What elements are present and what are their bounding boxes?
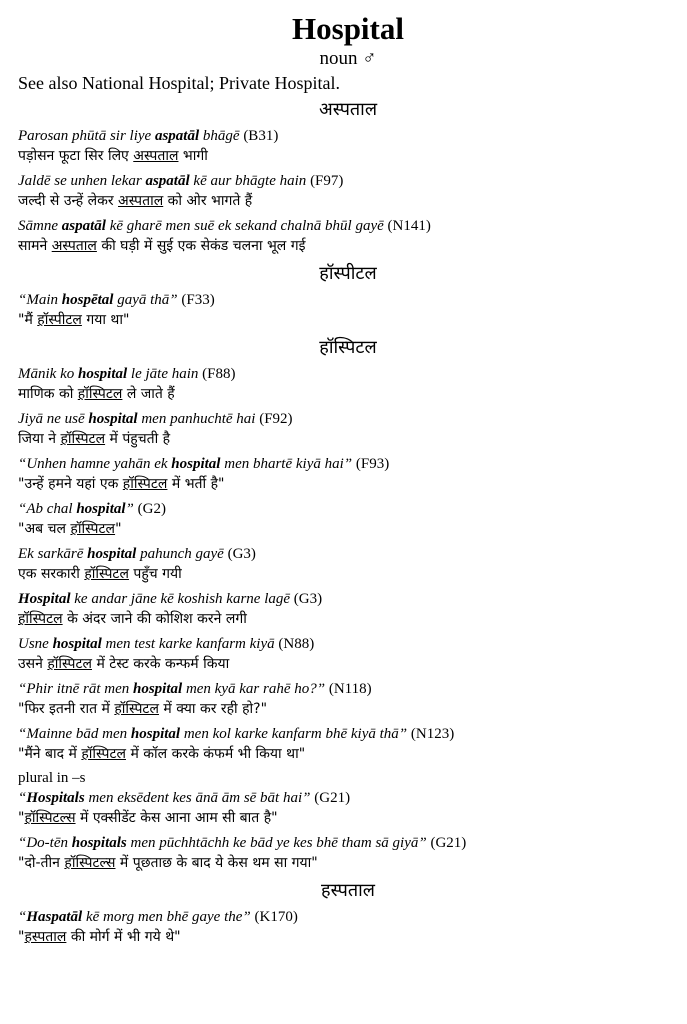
translit-pre: Jiyā ne usē	[18, 411, 89, 427]
translit-keyword: aspatāl	[154, 128, 200, 144]
hindi-line	[18, 236, 678, 257]
dictionary-page	[18, 10, 678, 952]
translit-post: ke andar jāne kē koshish karne lagē	[70, 591, 291, 607]
transliteration-line	[18, 126, 678, 146]
hindi-keyword: हॉस्पिटल	[60, 431, 106, 447]
hindi-keyword: हस्पताल	[24, 929, 67, 945]
citation: (F33)	[181, 292, 215, 308]
section-heading: हॉस्पिटल	[319, 337, 377, 358]
hindi-pre: "दो-तीन	[18, 855, 65, 871]
hindi-line	[18, 474, 678, 495]
transliteration-line	[18, 589, 678, 609]
translit-post: ”	[125, 501, 134, 517]
example-entry	[18, 454, 678, 495]
hindi-post: में एक्सीडेंट केस आना आम सी बात है"	[75, 810, 278, 826]
hindi-pre: सामने	[18, 238, 52, 254]
citation: (N118)	[328, 681, 372, 697]
see-also: See also National Hospital; Private Hospital.	[18, 73, 340, 93]
example-entry	[18, 724, 678, 765]
hindi-line	[18, 310, 678, 331]
translit-post: men bhartē kiyā hai”	[220, 456, 353, 472]
translit-pre: “	[18, 909, 27, 925]
hindi-keyword: हॉस्पिटल	[122, 476, 168, 492]
hindi-line	[18, 853, 678, 874]
hindi-line	[18, 519, 678, 540]
hindi-pre: "मैंने बाद में	[18, 746, 82, 762]
translit-pre: “Unhen hamne yahān ek	[18, 456, 172, 472]
translit-post: men kol karke kanfarm bhē kiyā thā”	[180, 726, 408, 742]
hindi-pre: एक सरकारी	[18, 566, 85, 582]
citation: (G3)	[293, 591, 323, 607]
translit-pre: “	[18, 790, 27, 806]
part-of-speech: noun ♂	[319, 48, 377, 69]
translit-post: le jāte hain	[127, 366, 199, 382]
hindi-post: में कॉल करके कंफर्म भी किया था"	[126, 746, 306, 762]
hindi-pre: माणिक को	[18, 386, 78, 402]
transliteration-line	[18, 634, 678, 654]
hindi-line	[18, 654, 678, 675]
hindi-post: पहुँच गयी	[128, 566, 182, 582]
hindi-keyword: हॉस्पिटल्स	[24, 810, 76, 826]
hindi-post: "	[115, 521, 122, 537]
citation: (F92)	[259, 411, 293, 427]
translit-pre: Usne	[18, 636, 53, 652]
hindi-post: ले जाते हैं	[122, 386, 175, 402]
citation: (G21)	[314, 790, 351, 806]
transliteration-line	[18, 454, 678, 474]
section-heading: हॉस्पीटल	[319, 263, 377, 284]
example-entry	[18, 788, 678, 829]
translit-pre: “Main	[18, 292, 62, 308]
hindi-post: गया था"	[81, 312, 130, 328]
hindi-pre: "फिर इतनी रात में	[18, 701, 115, 717]
translit-keyword: hospital	[171, 456, 221, 472]
translit-keyword: aspatāl	[61, 218, 106, 234]
transliteration-line	[18, 833, 678, 853]
translit-keyword: hospital	[88, 411, 138, 427]
translit-keyword: hospital	[133, 681, 183, 697]
translit-keyword: hospital	[76, 501, 126, 517]
example-entry	[18, 364, 678, 405]
translit-post: men kyā kar rahē ho?”	[182, 681, 326, 697]
hindi-keyword: हॉस्पिटल	[84, 566, 129, 582]
hindi-pre: "	[18, 929, 25, 945]
translit-keyword: Hospital	[18, 591, 71, 607]
translit-pre: Ek sarkārē	[18, 546, 88, 562]
section-heading: हस्पताल	[321, 880, 375, 901]
hindi-post: में टेस्ट करके कन्फर्म किया	[92, 656, 230, 672]
translit-post: men panhuchtē hai	[137, 411, 256, 427]
translit-keyword: hospital	[87, 546, 137, 562]
hindi-keyword: अस्पताल	[133, 148, 179, 164]
hindi-pre: जिया ने	[18, 431, 61, 447]
translit-keyword: aspatāl	[145, 173, 190, 189]
hindi-line	[18, 384, 678, 405]
translit-pre: Mānik ko	[18, 366, 78, 382]
hindi-line	[18, 429, 678, 450]
sections-container	[18, 97, 678, 948]
translit-keyword: hospital	[130, 726, 181, 742]
hindi-line	[18, 744, 678, 765]
example-entry	[18, 216, 678, 257]
translit-post: gayā thā”	[113, 292, 178, 308]
example-entry	[18, 907, 678, 948]
citation: (F93)	[355, 456, 390, 472]
hindi-keyword: हॉस्पिटल्स	[64, 855, 116, 871]
hindi-keyword: हॉस्पिटल	[114, 701, 159, 717]
hindi-post: में पंहुचती है	[105, 431, 171, 447]
translit-keyword: hospital	[52, 636, 102, 652]
citation: (F97)	[310, 173, 344, 189]
hindi-pre: जल्दी से उन्हें लेकर	[18, 193, 119, 209]
transliteration-line	[18, 364, 678, 384]
example-entry	[18, 409, 678, 450]
transliteration-line	[18, 907, 678, 927]
transliteration-line	[18, 290, 678, 310]
example-entry	[18, 544, 678, 585]
citation: (G3)	[227, 546, 256, 562]
citation: (N123)	[410, 726, 455, 742]
headword: Hospital	[292, 11, 404, 46]
hindi-pre: "	[18, 810, 25, 826]
hindi-line	[18, 808, 678, 829]
hindi-keyword: हॉस्पिटल	[77, 386, 123, 402]
citation: (N88)	[278, 636, 315, 652]
hindi-post: की मोर्ग में भी गये थे"	[66, 929, 181, 945]
hindi-pre: पड़ोसन फूटा सिर लिए	[18, 148, 134, 164]
citation: (F88)	[202, 366, 236, 382]
translit-pre: “Do-tēn	[18, 835, 72, 851]
citation: (B31)	[243, 128, 279, 144]
translit-keyword: hospital	[77, 366, 128, 382]
citation: (G2)	[137, 501, 166, 517]
translit-post: kē aur bhāgte hain	[189, 173, 307, 189]
hindi-post: के अंदर जाने की कोशिश करने लगी	[62, 611, 247, 627]
translit-pre: “Mainne bād men	[18, 726, 131, 742]
hindi-keyword: अस्पताल	[118, 193, 164, 209]
hindi-post: में भर्ती है"	[167, 476, 225, 492]
example-entry	[18, 499, 678, 540]
example-entry	[18, 589, 678, 630]
hindi-keyword: हॉस्पिटल	[18, 611, 63, 627]
hindi-pre: "उन्हें हमने यहां एक	[18, 476, 123, 492]
hindi-post: में क्या कर रही हो?"	[158, 701, 268, 717]
translit-post: kē gharē men suē ek sekand chalnā bhūl gayē	[105, 218, 384, 234]
transliteration-line	[18, 216, 678, 236]
plural-note: plural in –s	[18, 770, 86, 786]
example-entry	[18, 290, 678, 331]
section-heading: अस्पताल	[318, 99, 378, 120]
hindi-post: की घड़ी में सुई एक सेकंड चलना भूल गई	[96, 238, 306, 254]
hindi-pre: "मैं	[18, 312, 38, 328]
hindi-line	[18, 927, 678, 948]
transliteration-line	[18, 788, 678, 808]
hindi-keyword: अस्पताल	[51, 238, 97, 254]
hindi-keyword: हॉस्पिटल	[70, 521, 116, 537]
translit-post: pahunch gayē	[136, 546, 224, 562]
hindi-line	[18, 609, 678, 630]
hindi-line	[18, 699, 678, 720]
translit-post: bhāgē	[199, 128, 240, 144]
hindi-keyword: हॉस्पिटल	[47, 656, 92, 672]
example-entry	[18, 171, 678, 212]
transliteration-line	[18, 171, 678, 191]
example-entry	[18, 634, 678, 675]
translit-keyword: Hospitals	[26, 790, 85, 806]
example-entry	[18, 833, 678, 874]
hindi-keyword: हॉस्पिटल	[81, 746, 126, 762]
example-entry	[18, 679, 678, 720]
translit-post: men pūchhtāchh ke bād ye kes bhē tham sā giyā”	[126, 835, 427, 851]
translit-post: men eksēdent kes ānā ām sē bāt hai”	[84, 790, 311, 806]
hindi-keyword: हॉस्पीटल	[37, 312, 82, 328]
example-entry	[18, 126, 678, 167]
hindi-post: में पूछताछ के बाद ये केस थम सा गया"	[115, 855, 318, 871]
hindi-post: भागी	[178, 148, 208, 164]
translit-keyword: Haspatāl	[26, 909, 83, 925]
citation: (N141)	[387, 218, 431, 234]
translit-pre: “Ab chal	[18, 501, 77, 517]
hindi-line	[18, 146, 678, 167]
hindi-line	[18, 564, 678, 585]
translit-pre: Sāmne	[18, 218, 62, 234]
translit-post: kē morg men bhē gaye the”	[82, 909, 251, 925]
translit-pre: Jaldē se unhen lekar	[18, 173, 146, 189]
translit-keyword: hospētal	[61, 292, 114, 308]
citation: (K170)	[254, 909, 298, 925]
translit-pre: “Phir itnē rāt men	[18, 681, 133, 697]
transliteration-line	[18, 409, 678, 429]
hindi-line	[18, 191, 678, 212]
transliteration-line	[18, 499, 678, 519]
transliteration-line	[18, 544, 678, 564]
translit-post: men test karke kanfarm kiyā	[101, 636, 275, 652]
hindi-pre: उसने	[18, 656, 48, 672]
translit-keyword: hospitals	[71, 835, 127, 851]
citation: (G21)	[430, 835, 467, 851]
translit-pre: Parosan phūtā sir liye	[18, 128, 155, 144]
transliteration-line	[18, 724, 678, 744]
hindi-pre: "अब चल	[18, 521, 71, 537]
hindi-post: को ओर भागते हैं	[163, 193, 253, 209]
transliteration-line	[18, 679, 678, 699]
